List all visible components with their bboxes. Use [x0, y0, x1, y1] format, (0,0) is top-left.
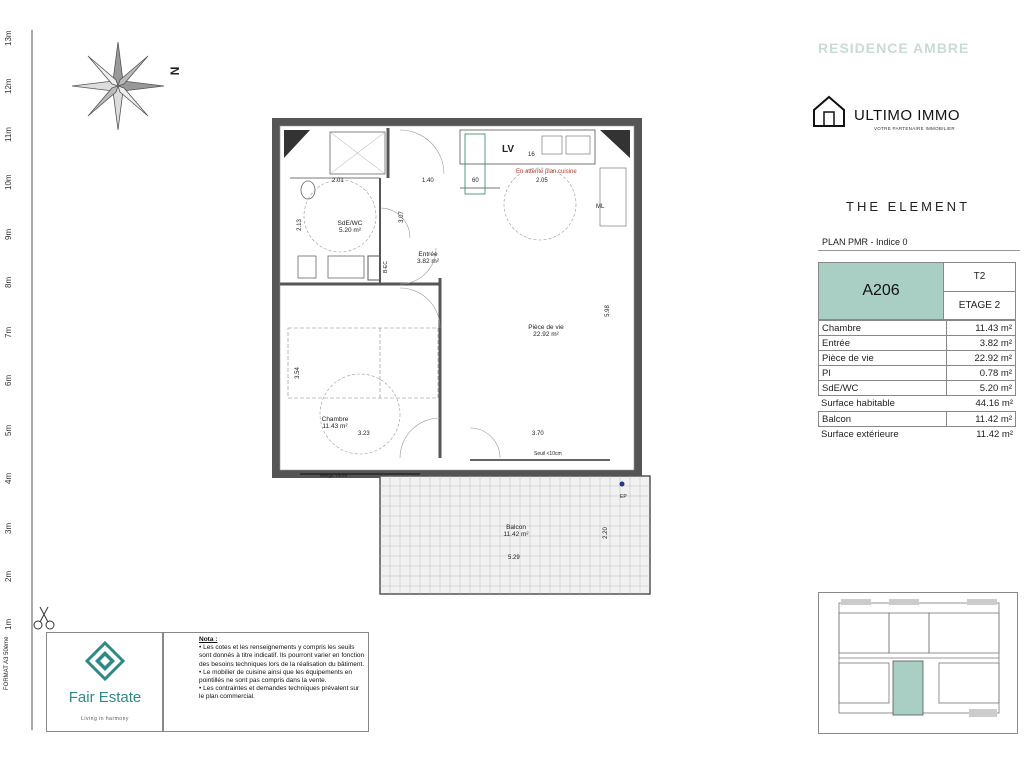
note-item: • Les cotes et les renseignements y compris les seuils sont donnés à titre indicatif. Ils pourront varier en fonction des besoins techniques lors de la réalisation du bâtiment. — [199, 644, 365, 668]
ruler-tick: 8m — [4, 276, 13, 288]
fair-estate-tagline: Living in harmony — [81, 716, 129, 722]
dim-label: 5.29 — [508, 555, 520, 561]
ruler-tick: 6m — [4, 374, 13, 386]
scale-ruler — [0, 0, 34, 740]
note-title: Nota : — [199, 636, 218, 643]
dim-label: 2.05 — [536, 178, 548, 184]
agency-name: ULTIMO IMMO — [854, 107, 961, 124]
brand-block — [810, 40, 1020, 160]
kitchen-16-label: 16 — [528, 152, 535, 158]
dim-label: 3.23 — [358, 431, 370, 437]
lv-label: LV — [502, 144, 515, 155]
room-entree: Entrée 3.82 m² — [416, 251, 440, 265]
dim-label: 2.13 — [296, 219, 303, 231]
note-item: • Le mobilier de cuisine ainsi que les équipements en pointillés ne sont pas compris dans la vente. — [199, 668, 352, 685]
fair-estate-icon — [85, 641, 125, 681]
north-label: N — [167, 66, 182, 76]
compass-rose-icon — [68, 40, 188, 135]
dim-label: 2.01 — [332, 178, 344, 184]
ruler-tick: 4m — [4, 472, 13, 484]
table-row: Balcon 11.42 m² — [818, 411, 1016, 427]
table-row: SdE/WC 5.20 m² — [818, 380, 1016, 396]
dim-label: 3.54 — [294, 367, 301, 379]
kitchen-note: En attente plan cuisine — [516, 169, 577, 175]
lot-id: A206 — [818, 262, 944, 320]
table-row: Surface habitable 44.16 m² — [821, 398, 1013, 409]
table-row: Entrée 3.82 m² — [818, 335, 1016, 351]
program-title: THE ELEMENT — [846, 199, 971, 214]
lot-type: T2 — [944, 263, 1015, 292]
table-row: Pièce de vie 22.92 m² — [818, 350, 1016, 366]
lot-floor: ETAGE 2 — [958, 299, 1001, 311]
dim-label: 60 — [472, 178, 479, 184]
residence-name: RESIDENCE AMBRE — [818, 40, 970, 56]
seuil-label: Seuil <10cm — [534, 451, 562, 457]
ruler-tick: 13m — [4, 30, 13, 46]
ruler-tick: 5m — [4, 424, 13, 436]
scissors-icon — [32, 605, 56, 631]
note-item: • Les contraintes et demandes techniques prévalent sur le plan commercial. — [199, 685, 360, 701]
room-piece-de-vie: Pièce de vie 22.92 m² — [528, 324, 564, 338]
dim-label: 2.20 — [602, 527, 609, 539]
floor-plan — [270, 118, 660, 598]
bec-label: B-EC — [382, 261, 389, 273]
format-label: FORMAT A3 50ème — [4, 636, 10, 690]
fair-estate-logo — [46, 632, 164, 732]
ruler-tick: 3m — [4, 522, 13, 534]
ruler-tick: 12m — [4, 78, 13, 94]
building-minimap — [818, 592, 1018, 734]
fair-estate-name: Fair Estate — [68, 689, 142, 706]
table-row: Surface extérieure 11.42 m² — [821, 429, 1013, 440]
ruler-tick: 11m — [4, 127, 13, 142]
ep-label: EP — [620, 494, 627, 500]
agency-tagline: VOTRE PARTENAIRE IMMOBILIER — [874, 126, 955, 131]
ml-label: ML — [596, 204, 605, 210]
plan-label: PLAN PMR - Indice 0 — [818, 234, 1020, 251]
ruler-tick: 1m — [4, 618, 13, 630]
ruler-tick: 7m — [4, 326, 13, 338]
table-row: Chambre 11.43 m² — [818, 320, 1016, 336]
note-box — [162, 632, 369, 732]
ruler-tick: 2m — [4, 570, 13, 582]
dim-label: 1.40 — [422, 178, 434, 184]
allege-label: Allège vitrée — [320, 473, 348, 479]
dim-label: 5.98 — [604, 305, 611, 317]
dim-label: 3.07 — [398, 211, 405, 223]
house-logo-icon — [812, 94, 846, 128]
room-balcon: Balcon 11.42 m² — [503, 524, 529, 538]
ruler-tick: 9m — [4, 228, 13, 240]
room-sde: SdE/WC 5.20 m² — [337, 220, 363, 234]
dim-label: 3.70 — [532, 431, 544, 437]
lot-table — [818, 262, 1016, 443]
ruler-tick: 10m — [4, 174, 13, 190]
table-row: Pl 0.78 m² — [818, 365, 1016, 381]
room-chambre: Chambre 11.43 m² — [321, 416, 349, 430]
